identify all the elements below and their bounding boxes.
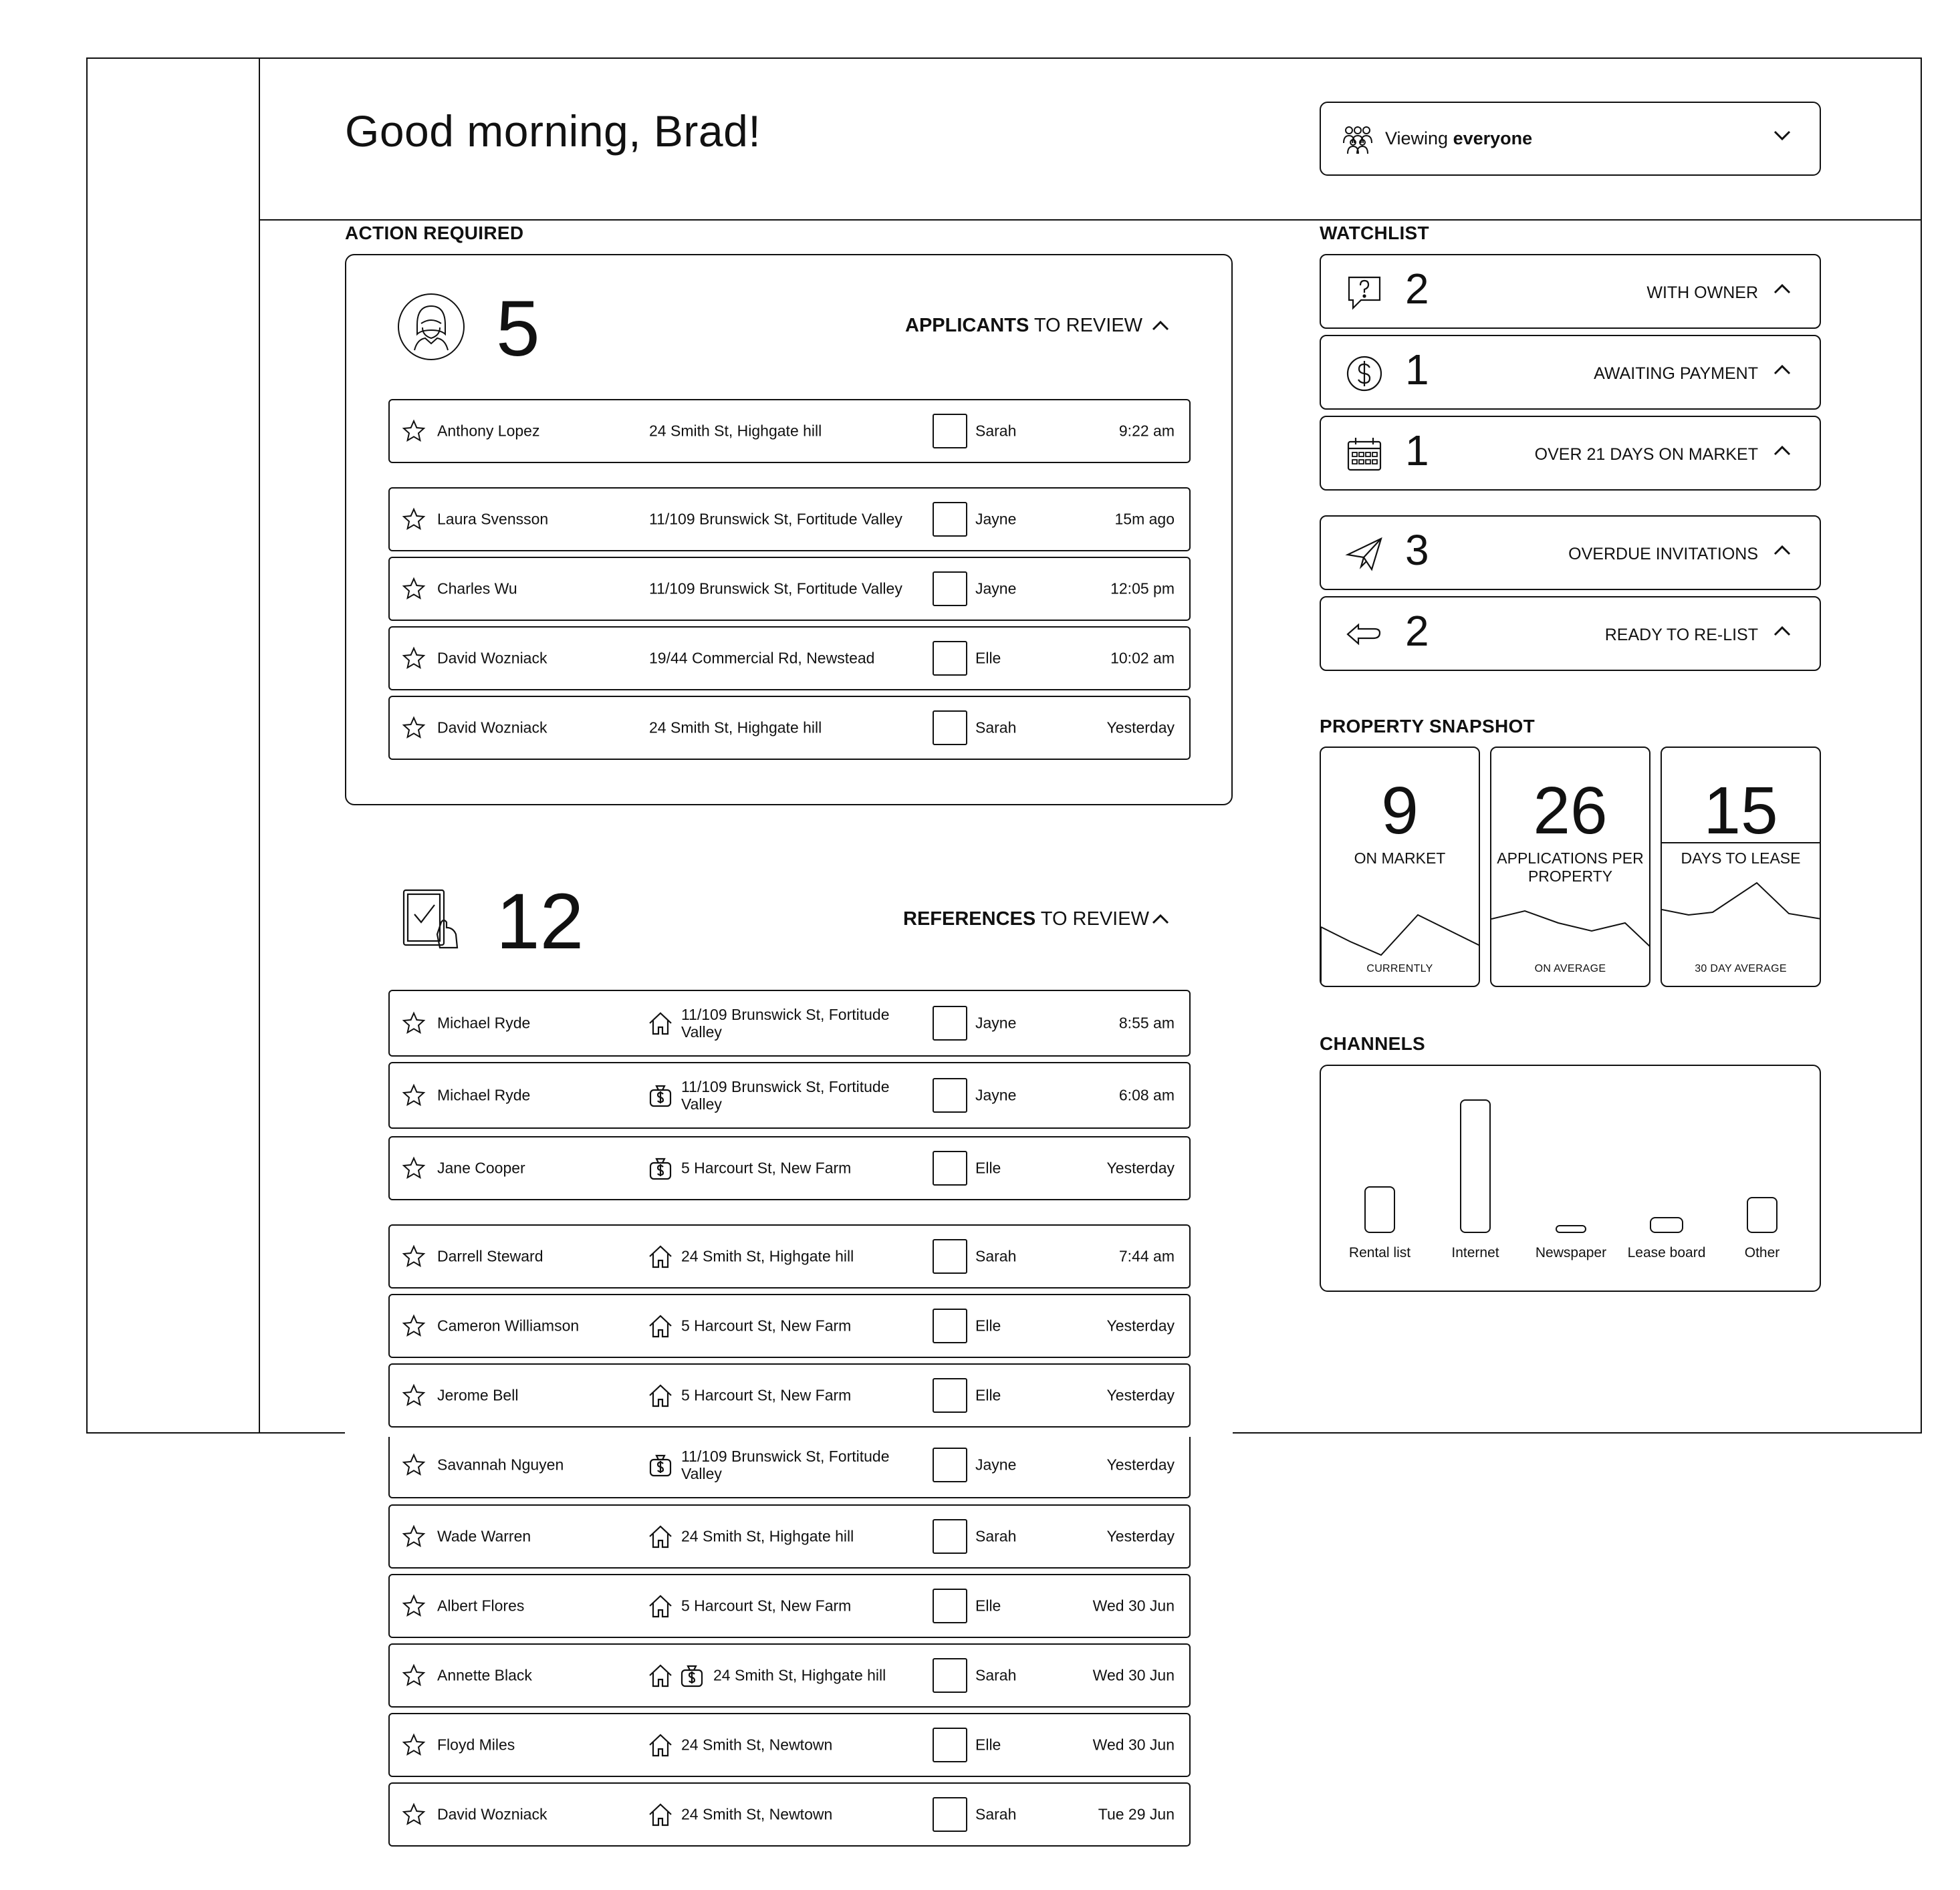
timestamp: Tue 29 Jun <box>1098 1805 1175 1823</box>
watchlist-label: WITH OWNER <box>1646 283 1758 302</box>
applicant-name: Savannah Nguyen <box>437 1456 564 1474</box>
channel-label: Internet <box>1451 1245 1499 1260</box>
property-address: 5 Harcourt St, New Farm <box>681 1386 852 1404</box>
table-row[interactable] <box>388 696 1191 760</box>
timestamp: 10:02 am <box>1110 649 1175 667</box>
star-icon[interactable] <box>402 1733 426 1757</box>
snapshot-card-applications[interactable] <box>1490 747 1650 987</box>
agent-name: Elle <box>975 1736 1001 1754</box>
property-address: 5 Harcourt St, New Farm <box>681 1597 852 1615</box>
references-collapse-chevron-up-icon[interactable] <box>1151 912 1170 926</box>
house-icon <box>647 1523 674 1550</box>
property-address: 24 Smith St, Highgate hill <box>649 718 822 736</box>
watchlist-item-with-owner[interactable] <box>1320 254 1821 329</box>
watchlist-label: AWAITING PAYMENT <box>1594 364 1758 383</box>
agent-name: Sarah <box>975 1805 1017 1823</box>
star-icon[interactable] <box>402 1083 426 1107</box>
money-bag-icon <box>647 1452 674 1478</box>
clipboard-check-icon <box>400 888 464 952</box>
star-icon[interactable] <box>402 716 426 740</box>
agent-avatar <box>933 1006 967 1041</box>
agent-avatar <box>933 502 967 537</box>
applicant-name: David Wozniack <box>437 718 547 736</box>
channel-bar[interactable] <box>1650 1217 1683 1233</box>
house-icon <box>647 1593 674 1619</box>
agent-name: Jayne <box>975 1086 1017 1104</box>
star-icon[interactable] <box>402 1524 426 1548</box>
applicant-name: Annette Black <box>437 1666 532 1684</box>
timestamp: Wed 30 Jun <box>1092 1736 1175 1754</box>
star-icon[interactable] <box>402 1314 426 1338</box>
agent-avatar <box>933 1078 967 1113</box>
watchlist-label: READY TO RE-LIST <box>1604 626 1758 644</box>
snapshot-footer: ON AVERAGE <box>1534 963 1606 974</box>
question-bubble-icon <box>1345 273 1384 312</box>
channels-title: CHANNELS <box>1320 1033 1425 1054</box>
chevron-up-icon <box>1773 444 1792 457</box>
chevron-up-icon <box>1773 363 1792 376</box>
applicant-name: Laura Svensson <box>437 510 549 528</box>
timestamp: Wed 30 Jun <box>1092 1597 1175 1615</box>
star-icon[interactable] <box>402 1594 426 1618</box>
chevron-up-icon <box>1773 282 1792 295</box>
property-address: 5 Harcourt St, New Farm <box>681 1159 852 1177</box>
agent-avatar <box>933 1151 967 1186</box>
channel-bar[interactable] <box>1747 1197 1778 1233</box>
money-bag-icon <box>647 1155 674 1182</box>
agent-avatar <box>933 710 967 745</box>
applicant-name: Cameron Williamson <box>437 1317 580 1335</box>
timestamp: Yesterday <box>1106 718 1175 736</box>
watchlist-count: 3 <box>1405 526 1429 574</box>
agent-name: Jayne <box>975 510 1017 528</box>
agent-avatar <box>933 1797 967 1832</box>
applicant-name: Jerome Bell <box>437 1386 519 1404</box>
references-to-review-label: REFERENCES TO REVIEW <box>903 908 1149 930</box>
snapshot-card-on-market[interactable] <box>1320 747 1480 987</box>
applicant-name: Charles Wu <box>437 579 517 597</box>
timestamp: Yesterday <box>1106 1317 1175 1335</box>
timestamp: Wed 30 Jun <box>1092 1666 1175 1684</box>
calendar-icon <box>1345 435 1384 474</box>
applicant-name: Floyd Miles <box>437 1736 515 1754</box>
star-icon[interactable] <box>402 1802 426 1827</box>
applicant-avatar-icon <box>397 293 465 361</box>
watchlist-count: 1 <box>1405 426 1429 475</box>
property-address: 24 Smith St, Newtown <box>681 1805 833 1823</box>
watchlist-item-over-21-days[interactable] <box>1320 416 1821 491</box>
applicants-count: 5 <box>496 285 540 373</box>
timestamp: 15m ago <box>1114 510 1175 528</box>
house-icon <box>647 1382 674 1409</box>
timestamp: 8:55 am <box>1118 1014 1175 1032</box>
table-row[interactable] <box>388 1504 1191 1569</box>
watchlist-item-ready-to-relist[interactable] <box>1320 596 1821 671</box>
timestamp: Yesterday <box>1106 1386 1175 1404</box>
agent-name: Jayne <box>975 1456 1017 1474</box>
agent-name: Sarah <box>975 718 1017 736</box>
agent-name: Sarah <box>975 1666 1017 1684</box>
star-icon[interactable] <box>402 507 426 531</box>
agent-name: Elle <box>975 1317 1001 1335</box>
viewing-label: Viewing everyone <box>1385 128 1533 148</box>
table-row[interactable] <box>388 1363 1191 1428</box>
table-row[interactable] <box>388 557 1191 621</box>
channel-label: Newspaper <box>1535 1245 1607 1260</box>
watchlist-label: OVER 21 DAYS ON MARKET <box>1534 445 1758 464</box>
property-address: 24 Smith St, Highgate hill <box>681 1527 854 1545</box>
table-row[interactable] <box>388 1224 1191 1289</box>
snapshot-label: ON MARKET <box>1354 849 1446 867</box>
timestamp: Yesterday <box>1106 1159 1175 1177</box>
agent-avatar <box>933 1589 967 1623</box>
header-divider <box>259 219 1922 221</box>
agent-name: Sarah <box>975 1527 1017 1545</box>
table-row[interactable] <box>388 626 1191 690</box>
applicant-name: David Wozniack <box>437 649 547 667</box>
sparkline <box>1321 748 1480 987</box>
money-bag-icon <box>679 1662 705 1689</box>
applicant-name: David Wozniack <box>437 1805 547 1823</box>
channel-label: Other <box>1744 1245 1780 1260</box>
table-row[interactable] <box>388 1782 1191 1847</box>
applicant-name: Anthony Lopez <box>437 422 540 440</box>
property-address: 24 Smith St, Highgate hill <box>681 1247 854 1265</box>
property-address: 11/109 Brunswick St, Fortitude Valley <box>681 1448 890 1482</box>
applicant-name: Darrell Steward <box>437 1247 543 1265</box>
property-address: 24 Smith St, Highgate hill <box>713 1666 886 1684</box>
table-row[interactable] <box>388 1574 1191 1638</box>
agent-avatar <box>933 1378 967 1413</box>
house-icon <box>647 1732 674 1758</box>
timestamp: 6:08 am <box>1118 1086 1175 1104</box>
snapshot-footer: CURRENTLY <box>1366 963 1433 974</box>
snapshot-value: 15 <box>1703 773 1778 848</box>
table-row[interactable] <box>388 1432 1191 1498</box>
star-icon[interactable] <box>402 1244 426 1268</box>
property-address: 24 Smith St, Newtown <box>681 1736 833 1754</box>
property-address: 11/109 Brunswick St, Fortitude Valley <box>681 1006 890 1041</box>
people-group-icon <box>1341 126 1374 155</box>
channel-label: Rental list <box>1348 1245 1411 1260</box>
house-icon <box>647 1010 674 1037</box>
star-icon[interactable] <box>402 1156 426 1180</box>
channel-bar[interactable] <box>1460 1099 1491 1233</box>
watchlist-title: WATCHLIST <box>1320 223 1429 243</box>
references-count: 12 <box>496 878 584 966</box>
agent-name: Sarah <box>975 1247 1017 1265</box>
table-row[interactable] <box>388 1294 1191 1358</box>
chevron-up-icon <box>1773 624 1792 638</box>
property-address: 19/44 Commercial Rd, Newstead <box>649 649 875 667</box>
channel-bar[interactable] <box>1364 1186 1395 1233</box>
table-row[interactable] <box>388 399 1191 463</box>
table-row[interactable] <box>388 487 1191 551</box>
snapshot-card-days-to-lease[interactable] <box>1661 747 1821 987</box>
sparkline <box>1491 748 1650 987</box>
watchlist-item-overdue-invitations[interactable] <box>1320 515 1821 590</box>
channels-chart <box>1320 1065 1821 1292</box>
agent-avatar <box>933 571 967 606</box>
property-address: 11/109 Brunswick St, Fortitude Valley <box>649 579 902 597</box>
agent-avatar <box>933 414 967 448</box>
agent-avatar <box>933 1239 967 1274</box>
timestamp: 12:05 pm <box>1110 579 1175 597</box>
applicant-name: Wade Warren <box>437 1527 531 1545</box>
agent-avatar <box>933 1728 967 1762</box>
applicant-name: Albert Flores <box>437 1597 525 1615</box>
agent-name: Elle <box>975 1159 1001 1177</box>
watchlist-item-awaiting-payment[interactable] <box>1320 335 1821 410</box>
agent-name: Elle <box>975 1386 1001 1404</box>
snapshot-footer: 30 DAY AVERAGE <box>1695 963 1787 974</box>
applicants-to-review-label: APPLICANTS TO REVIEW <box>905 315 1143 336</box>
star-icon[interactable] <box>402 1663 426 1688</box>
table-row[interactable] <box>388 1713 1191 1777</box>
channel-label: Lease board <box>1627 1245 1706 1260</box>
agent-avatar <box>933 1309 967 1343</box>
viewing-filter-dropdown[interactable] <box>1320 102 1821 176</box>
agent-avatar <box>933 1658 967 1693</box>
snapshot-value: 26 <box>1533 773 1608 848</box>
watchlist-label: OVERDUE INVITATIONS <box>1568 545 1758 563</box>
agent-name: Sarah <box>975 422 1017 440</box>
sparkline <box>1662 748 1821 987</box>
property-address: 11/109 Brunswick St, Fortitude Valley <box>649 510 902 528</box>
property-address: 5 Harcourt St, New Farm <box>681 1317 852 1335</box>
star-icon[interactable] <box>402 1011 426 1035</box>
agent-name: Elle <box>975 649 1001 667</box>
return-arrow-icon <box>1345 616 1384 654</box>
agent-avatar <box>933 1519 967 1554</box>
table-row[interactable] <box>388 1062 1191 1129</box>
snapshot-label: DAYS TO LEASE <box>1681 849 1801 867</box>
star-icon[interactable] <box>402 1453 426 1477</box>
applicant-name: Jane Cooper <box>437 1159 525 1177</box>
house-icon <box>647 1662 674 1689</box>
property-address: 11/109 Brunswick St, Fortitude Valley <box>681 1078 890 1113</box>
table-row[interactable] <box>388 990 1191 1057</box>
star-icon[interactable] <box>402 577 426 601</box>
watchlist-count: 2 <box>1405 607 1429 655</box>
agent-name: Elle <box>975 1597 1001 1615</box>
applicant-name: Michael Ryde <box>437 1086 531 1104</box>
chevron-up-icon <box>1773 543 1792 557</box>
star-icon[interactable] <box>402 646 426 670</box>
frame-gap <box>345 1430 1233 1437</box>
timestamp: Yesterday <box>1106 1527 1175 1545</box>
timestamp: Yesterday <box>1106 1456 1175 1474</box>
property-snapshot-title: PROPERTY SNAPSHOT <box>1320 716 1535 736</box>
sidebar-divider <box>259 57 260 1434</box>
timestamp: 9:22 am <box>1118 422 1175 440</box>
agent-name: Jayne <box>975 1014 1017 1032</box>
watchlist-count: 1 <box>1405 346 1429 394</box>
agent-name: Jayne <box>975 579 1017 597</box>
snapshot-value: 9 <box>1381 773 1419 848</box>
applicant-name: Michael Ryde <box>437 1014 531 1032</box>
channel-bar[interactable] <box>1556 1225 1586 1233</box>
page-title: Good morning, Brad! <box>345 106 761 156</box>
paper-plane-icon <box>1345 535 1384 573</box>
timestamp: 7:44 am <box>1118 1247 1175 1265</box>
action-required-title: ACTION REQUIRED <box>345 223 524 243</box>
house-icon <box>647 1313 674 1339</box>
table-row[interactable] <box>388 1136 1191 1200</box>
agent-avatar <box>933 641 967 676</box>
house-icon <box>647 1801 674 1828</box>
star-icon[interactable] <box>402 1383 426 1407</box>
watchlist-count: 2 <box>1405 265 1429 313</box>
chevron-down-icon <box>1773 130 1792 142</box>
agent-avatar <box>933 1448 967 1482</box>
dollar-icon <box>1345 354 1384 393</box>
star-icon[interactable] <box>402 419 426 443</box>
house-icon <box>647 1243 674 1270</box>
property-address: 24 Smith St, Highgate hill <box>649 422 822 440</box>
money-bag-icon <box>647 1082 674 1109</box>
snapshot-label: APPLICATIONS PER PROPERTY <box>1497 849 1644 885</box>
table-row[interactable] <box>388 1643 1191 1708</box>
applicants-collapse-chevron-up-icon[interactable] <box>1151 319 1170 332</box>
